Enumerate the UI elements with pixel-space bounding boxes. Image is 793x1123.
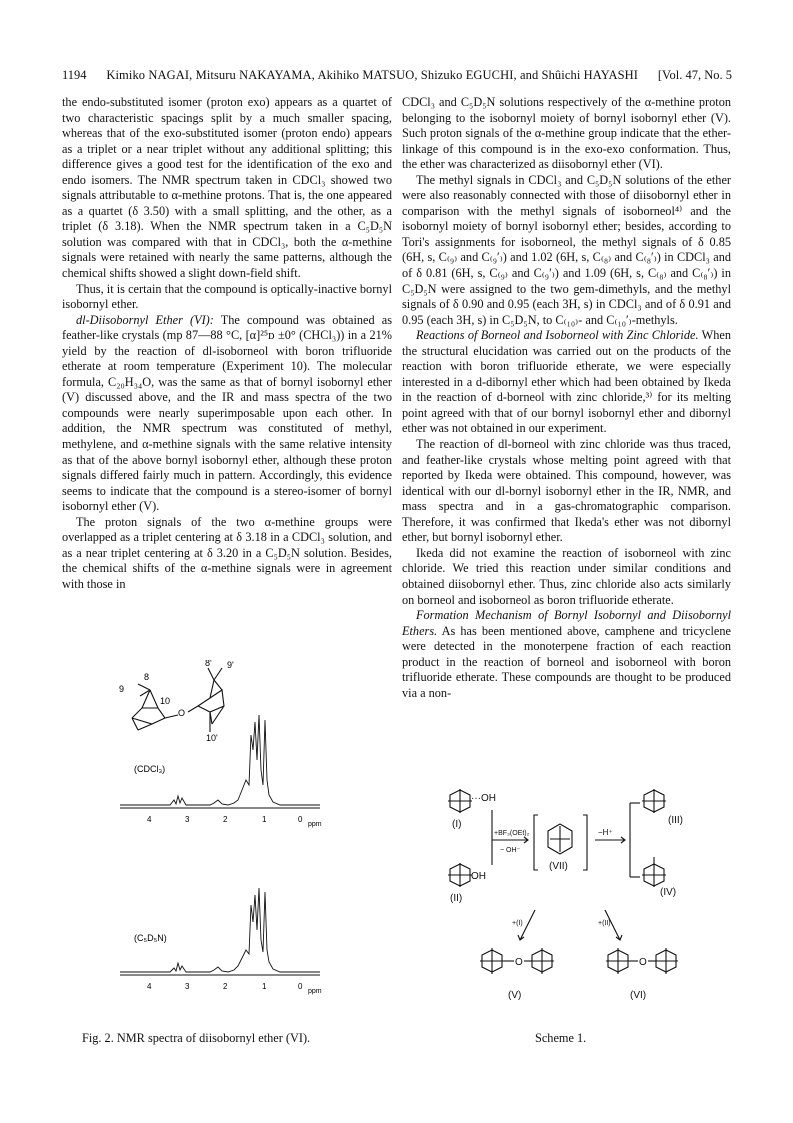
compound-II-structure bbox=[448, 863, 472, 887]
tick-cdcl3-1: 1 bbox=[262, 815, 267, 824]
author-line: Kimiko NAGAI, Mitsuru NAKAYAMA, Akihiko MATSUO, Shizuko EGUCHI, and Shûichi HAYASHI bbox=[106, 68, 639, 82]
compound-I-structure bbox=[448, 789, 472, 813]
label-plus-II: +(II) bbox=[598, 920, 611, 927]
label-c10-prime: 10' bbox=[206, 733, 218, 743]
scheme-1-caption: Scheme 1. bbox=[535, 1031, 587, 1045]
volume-info: [Vol. 47, No. 5 bbox=[657, 68, 732, 82]
right-paragraph-3-body: When the structural elucidation was carried out on the products of the reaction with boron trifluoride etherate, we were especially interested in a d-dibornyl ether which had been obtained by Ikeda in the reaction of d-borneol with zinc chloride,³⁾ for its melting point agreed with that of our bornyl isobornyl ether and dibornyl ether was not obtained in our experiment. bbox=[402, 328, 731, 436]
label-o-VI: O bbox=[639, 957, 647, 968]
right-column bbox=[402, 95, 731, 701]
tick-c5d5n-3: 3 bbox=[185, 982, 190, 991]
label-III: (III) bbox=[668, 815, 683, 826]
left-paragraph-3-body: The compound was obtained as feather-like crystals (mp 87—88 °C, [α]²⁵ᴅ ±0° (CHCl₃)) in a 21% yield by the reaction of dl-isoborneol with boron trifluoride etherate at room temperature (Experiment 10). The molecular formula, C₂₀H₃₄O, was the same as that of bornyl isobornyl ether (V) discussed above, and the IR and mass spectra of the two compounds were nearly superimposable upon each other. In addition, the NMR spectrum was constituted of methyl, methylene, and α-methine signals with the same relative intensity as that of the above bornyl isobornyl ether, although these proton signals differed fairly much in pattern. Accordingly, this evidence seems to indicate that the compound is a stereo-isomer of bornyl isobornyl ether (V). bbox=[62, 312, 392, 514]
solvent-label-cdcl3: (CDCl₃) bbox=[134, 764, 166, 774]
tick-cdcl3-2: 2 bbox=[223, 815, 228, 824]
compound-VII-structure bbox=[548, 824, 572, 854]
label-minus-h: −H⁺ bbox=[598, 828, 613, 837]
left-paragraph-4: The proton signals of the two α-methine groups were overlapped as a triplet centering at δ 3.18 in a CDCl₃ solution, and as a near triplet centering at δ 3.20 in a C₅D₅N solution. Besides, the chemical shifts of the α-methine signals were in agreement with those in bbox=[62, 514, 392, 591]
label-c10: 10 bbox=[160, 696, 171, 706]
spectrum-trace-c5d5n bbox=[120, 888, 320, 972]
left-paragraph-2: Thus, it is certain that the compound is optically-inactive bornyl isobornyl ether. bbox=[62, 281, 392, 312]
left-paragraph-1: the endo-substituted isomer (proton exo) appears as a quartet of two characteristic spacings split by a much smaller spacing, whereas that of the exo-substituted isomer (proton endo) appears as a triplet or a near triplet without any additional splitting; this difference gives a good test for the identification of the exo and endo isomers. The NMR spectrum taken in CDCl₃ showed two signals attributable to α-methine protons. That is, the one appeared as a quartet (δ 3.50) with a small splitting, and the other, as a triplet (δ 3.18). When the NMR spectrum taken in a C₅D₅N solution was compared with that in CDCl₃, both the α-methine signals were retained with nearly the same patterns, although the chemical shifts showed a slight down-field shift. bbox=[62, 95, 392, 281]
label-plus-I: +(I) bbox=[512, 920, 523, 927]
label-minus-oh: − OH⁻ bbox=[500, 847, 521, 854]
label-V: (V) bbox=[508, 990, 522, 1001]
unit-c5d5n: ppm bbox=[308, 988, 322, 995]
label-VI: (VI) bbox=[630, 990, 647, 1001]
label-oxygen: O bbox=[178, 708, 186, 718]
label-o-V: O bbox=[515, 957, 523, 968]
label-reagent: +BF₃(OEt)₂ bbox=[494, 830, 530, 837]
tick-cdcl3-4: 4 bbox=[147, 815, 152, 824]
section-heading-diisobornyl: dl-Diisobornyl Ether (VI): bbox=[76, 312, 214, 327]
label-c9: 9 bbox=[119, 684, 125, 694]
label-IV: (IV) bbox=[660, 887, 677, 898]
section-heading-formation-mechanism: Formation Mechanism of Bornyl Isobornyl and Diisobornyl Ethers. bbox=[402, 608, 731, 638]
solvent-label-c5d5n: (C₅D₅N) bbox=[134, 933, 167, 943]
spectrum-trace-cdcl3 bbox=[120, 715, 320, 805]
label-VII: (VII) bbox=[549, 861, 568, 872]
right-paragraph-1: CDCl₃ and C₅D₅N solutions respectively of the α-methine proton belonging to the isobornyl moiety of bornyl isobornyl ether (V). Such proton signals of the α-methine group indicate that the ether-linkage of this compound is in the exo-exo conformation. Thus, the ether was characterized as diisobornyl ether (VI). bbox=[402, 95, 731, 172]
page-header bbox=[62, 68, 732, 83]
right-paragraph-5: Ikeda did not examine the reaction of isoborneol with zinc chloride. We tried this reaction under similar conditions and obtained diisobornyl ether. Thus, zinc chloride also acts similarly on borneol and isoborneol as boron trifluoride etherate. bbox=[402, 545, 731, 607]
left-paragraph-3 bbox=[62, 313, 392, 515]
label-oh-II: OH bbox=[471, 871, 486, 882]
left-column bbox=[62, 95, 392, 593]
tick-c5d5n-1: 1 bbox=[262, 982, 267, 991]
axis-ticks-c5d5n bbox=[147, 982, 322, 995]
nmr-figure bbox=[110, 660, 340, 1005]
compound-IV-structure bbox=[642, 857, 666, 887]
label-c8-prime: 8' bbox=[205, 660, 212, 668]
section-heading-zinc-chloride: Reactions of Borneol and Isoborneol with Zinc Chloride. bbox=[416, 328, 699, 343]
tick-c5d5n-0: 0 bbox=[298, 982, 303, 991]
tick-cdcl3-3: 3 bbox=[185, 815, 190, 824]
right-paragraph-3 bbox=[402, 328, 731, 437]
label-oh-I: ···OH bbox=[471, 793, 496, 804]
unit-cdcl3: ppm bbox=[308, 821, 322, 828]
label-II: (II) bbox=[450, 893, 463, 904]
right-paragraph-6-body: As has been mentioned above, camphene and tricyclene were detected in the monoterpene fraction of each reaction product in the reaction of borneol and isoborneol with boron trifluoride etherate. These compounds are thought to be produced via a non- bbox=[402, 623, 731, 700]
compound-III-structure bbox=[642, 789, 666, 813]
tick-c5d5n-4: 4 bbox=[147, 982, 152, 991]
page-number: 1194 bbox=[62, 68, 87, 82]
reaction-scheme bbox=[430, 785, 730, 1015]
figure-2-caption: Fig. 2. NMR spectra of diisobornyl ether (VI). bbox=[82, 1031, 311, 1045]
label-c9-prime: 9' bbox=[227, 660, 234, 670]
right-paragraph-6 bbox=[402, 608, 731, 701]
tick-cdcl3-0: 0 bbox=[298, 815, 303, 824]
axis-ticks-cdcl3 bbox=[147, 815, 322, 828]
tick-c5d5n-2: 2 bbox=[223, 982, 228, 991]
right-paragraph-2: The methyl signals in CDCl₃ and C₅D₅N solutions of the ether were also reasonably connected with those of diisobornyl ether in comparison with the methyl signals of isoborneol⁴⁾ and the isobornyl moiety of bornyl isobornyl ether; besides, according to Tori's assignments for isoborneol, the methyl signals of δ 0.85 (6H, s, C₍₉₎ and C₍₉′₎) and 1.02 (6H, s, C₍₈₎ and C₍₈′₎) in CDCl₃ and of δ 0.81 (6H, s, C₍₉₎ and C₍₉′₎) and 1.09 (6H, s, C₍₈₎ and C₍₈′₎) in C₅D₅N were assigned to the two gem-dimethyls, and the methyl signals of δ 0.90 and 0.95 (each 3H, s) in CDCl₃ and of δ 0.91 and 0.95 (each 3H, s) in C₅D₅N, to C₍₁₀₎- and C₍₁₀′₎-methyls. bbox=[402, 172, 731, 327]
label-I: (I) bbox=[452, 819, 462, 830]
label-c8: 8 bbox=[144, 672, 150, 682]
right-paragraph-4: The reaction of dl-borneol with zinc chloride was thus traced, and feather-like crystals whose melting point agreed with that reported by Ikeda were obtained. This compound, however, was identical with our dl-bornyl isobornyl ether in the IR, NMR, and mass spectra and in a gas-chromatographic comparison. Therefore, it was confirmed that Ikeda's ether was not dibornyl ether, but bornyl isobornyl ether. bbox=[402, 437, 731, 545]
